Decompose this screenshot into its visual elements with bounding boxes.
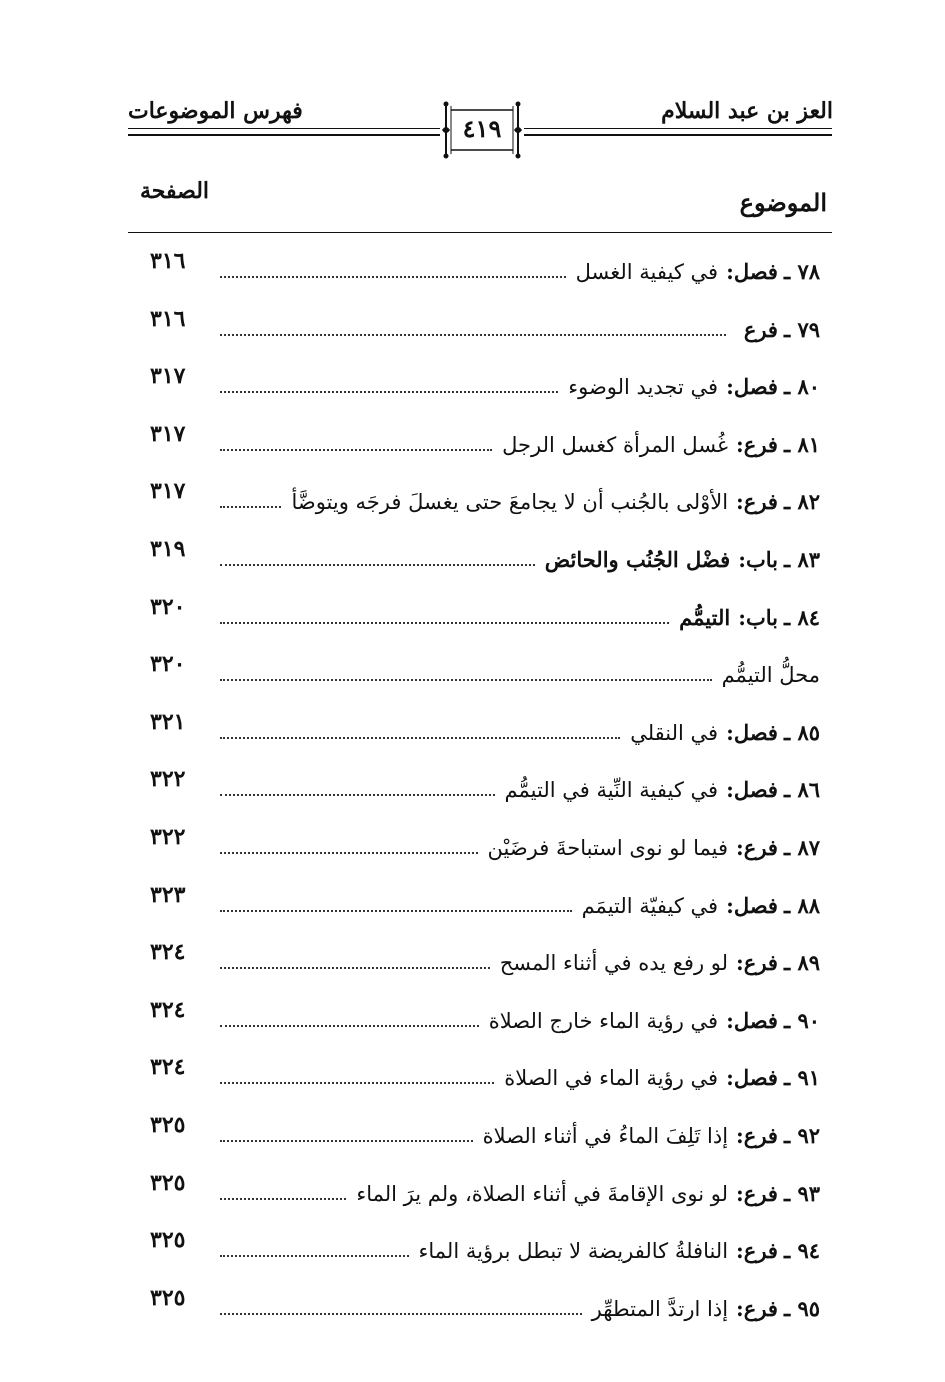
toc-entry-title: في كيفية الغسل xyxy=(575,260,719,284)
toc-entry xyxy=(140,941,830,981)
toc-entry-title: لو رفع يده في أثناء المسح xyxy=(499,951,729,976)
toc-entry-page: ٣٢٤ xyxy=(150,1054,186,1081)
toc-entry-number: ٩٠ ـ xyxy=(783,1007,820,1033)
toc-entry-line xyxy=(220,538,820,572)
dot-leader xyxy=(220,679,712,681)
toc-entry-title: التيمُّم xyxy=(679,604,731,630)
toc-entry-page: ٣١٩ xyxy=(150,536,186,562)
toc-entry-line xyxy=(220,768,820,802)
dot-leader xyxy=(220,622,669,624)
toc-entry-number: ٨٢ ـ xyxy=(783,489,820,515)
toc-entry xyxy=(140,1056,830,1096)
toc-entry-kind: فرع xyxy=(743,316,778,342)
toc-entry-number: ٨٠ ـ xyxy=(783,374,820,400)
toc-entry-line xyxy=(220,1172,820,1206)
toc-entry-line xyxy=(220,596,820,630)
toc-entry-kind: فصل: xyxy=(726,892,778,918)
toc-entry-page: ٣٢٢ xyxy=(150,766,186,793)
toc-entry-page: ٣٢٤ xyxy=(150,939,186,966)
toc-entry-number: ٩٤ ـ xyxy=(783,1238,820,1264)
toc-entry-title: في كيفيّة التيمَم xyxy=(581,893,719,918)
toc-entry-title: محلُّ التيمُّم xyxy=(721,663,820,688)
toc-entry-kind: فصل: xyxy=(726,777,778,803)
running-header-section: فهرس الموضوعات xyxy=(128,98,303,124)
dot-leader xyxy=(220,1255,409,1257)
toc-entry-number: ٨٥ ـ xyxy=(783,719,820,745)
dot-leader xyxy=(220,852,478,854)
running-header-author: العز بن عبد السلام xyxy=(661,98,833,124)
toc-entry xyxy=(140,1284,830,1327)
toc-entry-number: ٨١ ـ xyxy=(783,431,820,457)
toc-entry-number: ٨٤ ـ xyxy=(783,604,820,630)
toc-entry xyxy=(140,1229,830,1269)
toc-entry-title: في تجديد الوضوء xyxy=(568,375,719,400)
toc-entry xyxy=(140,538,830,578)
column-heading-subject: الموضوع xyxy=(739,188,827,217)
toc-entry-kind: فرع: xyxy=(736,950,778,976)
toc-entry-number: ٧٨ ـ xyxy=(783,259,820,284)
toc-entry-line xyxy=(220,884,820,918)
toc-entry-title: إذا تَلِفَ الماءُ في أثناء الصلاة xyxy=(482,1124,729,1148)
toc-entry-title: في النقلي xyxy=(630,720,719,745)
toc-entry-line xyxy=(220,1229,820,1263)
toc-entry-page: ٣٢٠ xyxy=(150,651,186,678)
toc-entry-number: ٨٨ ـ xyxy=(783,892,820,918)
toc-entry-number: ٨٩ ـ xyxy=(783,950,820,976)
toc-entry-title: الأوْلى بالجُنب أن لا يجامعَ حتى يغسلَ فرجَه ويتوضَّأ xyxy=(291,490,729,515)
toc-entry-page: ٣٢٣ xyxy=(150,881,186,908)
dot-leader xyxy=(220,1025,479,1027)
toc-entry-page: ٣١٧ xyxy=(150,478,186,505)
toc-entry-line xyxy=(220,308,820,342)
toc-entry xyxy=(140,593,830,636)
toc-entry-kind: فرع: xyxy=(736,431,778,457)
toc-entry-kind: فصل: xyxy=(726,1007,778,1033)
toc-entry-kind: فصل: xyxy=(726,719,778,745)
toc-entry-line xyxy=(220,1287,820,1321)
dot-leader xyxy=(220,1140,473,1142)
toc-entry-page: ٣٢٠ xyxy=(150,593,186,620)
toc-entry xyxy=(140,305,830,348)
toc-entry-page: ٣١٧ xyxy=(150,420,186,447)
toc-entry-title: في كيفية النِّية في التيمُّم xyxy=(504,778,719,803)
toc-entry xyxy=(140,1114,830,1154)
toc-entry xyxy=(140,996,830,1039)
dot-leader xyxy=(220,564,535,566)
toc-entry-number: ٧٩ ـ xyxy=(783,316,820,342)
dot-leader xyxy=(220,1082,494,1084)
toc-entry-title: غُسل المرأة كغسل الرجل xyxy=(502,432,729,457)
dot-leader xyxy=(220,794,495,796)
toc-entry-page: ٣١٦ xyxy=(150,248,186,274)
toc-entry-line xyxy=(220,826,820,860)
dot-leader xyxy=(220,391,558,393)
toc-entry xyxy=(140,250,830,290)
toc-entry-line xyxy=(220,653,820,687)
toc-entry xyxy=(140,365,830,405)
dot-leader xyxy=(220,910,572,912)
toc-entry-kind: فرع: xyxy=(736,835,778,860)
toc-entry-line xyxy=(220,423,820,457)
toc-entry-page: ٣١٧ xyxy=(150,363,186,390)
toc-entry-page: ٣٢٥ xyxy=(150,1112,186,1138)
toc-entry-page: ٣٢٢ xyxy=(150,824,186,850)
toc-entry-kind: فرع: xyxy=(736,489,778,515)
dot-leader xyxy=(220,1313,582,1315)
toc-entry-line xyxy=(220,711,820,745)
toc-entry xyxy=(140,708,830,751)
toc-entry-number: ٩٢ ـ xyxy=(783,1123,820,1148)
toc-entry-number: ٨٦ ـ xyxy=(783,777,820,803)
toc-entry-line xyxy=(220,941,820,975)
dot-leader xyxy=(220,449,492,451)
toc-entry xyxy=(140,826,830,866)
dot-leader xyxy=(220,506,281,508)
toc-entry xyxy=(140,653,830,693)
toc-entry xyxy=(140,480,830,520)
toc-entry-line xyxy=(220,1056,820,1090)
toc-entry-page: ٣٢٤ xyxy=(150,996,186,1023)
toc-entry-title: إذا ارتدَّ المتطهِّر xyxy=(591,1296,729,1321)
toc-entry-kind: فرع: xyxy=(736,1295,778,1321)
toc-entry-title: النافلةُ كالفريضة لا تبطل برؤية الماء xyxy=(418,1239,729,1264)
toc-entry-number: ٩٥ ـ xyxy=(783,1295,820,1321)
dot-leader xyxy=(220,737,620,739)
toc-entry-kind: باب: xyxy=(738,604,778,630)
toc-entry-line xyxy=(220,999,820,1033)
toc-entry-kind: فصل: xyxy=(726,374,778,400)
toc-entry-kind: باب: xyxy=(738,547,778,572)
toc-entry-number: ٨٧ ـ xyxy=(783,835,820,860)
toc-entry-page: ٣١٦ xyxy=(150,305,186,332)
toc-entry-title: في رؤية الماء خارج الصلاة xyxy=(488,1008,719,1033)
toc-entry-line xyxy=(220,365,820,399)
toc-entry-line xyxy=(220,1114,820,1148)
toc-entry-kind: فصل: xyxy=(726,1065,778,1091)
toc-entry xyxy=(140,420,830,463)
toc-entry-number: ٩١ ـ xyxy=(783,1065,820,1091)
column-heading-page: الصفحة xyxy=(140,178,210,204)
toc-entry-kind: فرع: xyxy=(736,1180,778,1206)
toc-entry-number: ٨٣ ـ xyxy=(783,547,820,572)
toc-entry-title: لو نوى الإقامةَ في أثناء الصلاة، ولم يرَ الماء xyxy=(356,1181,729,1206)
toc-entry-title: فضْل الجُنُب والحائض xyxy=(544,547,731,572)
toc-entry xyxy=(140,1169,830,1212)
toc-entry-line xyxy=(220,250,820,284)
dot-leader xyxy=(220,967,490,969)
toc-entry-page: ٣٢٥ xyxy=(150,1169,186,1196)
toc-entry-line xyxy=(220,480,820,514)
dot-leader xyxy=(220,1198,346,1200)
toc-entry-page: ٣٢٥ xyxy=(150,1284,186,1311)
toc-entry-title: في رؤية الماء في الصلاة xyxy=(504,1066,719,1091)
toc-entry xyxy=(140,881,830,924)
toc-entry xyxy=(140,768,830,808)
toc-entry-page: ٣٢٥ xyxy=(150,1227,186,1254)
toc-entry-title: فيما لو نوى استباحةَ فرضَيْن xyxy=(487,836,729,860)
toc-entry-page: ٣٢١ xyxy=(150,708,186,735)
toc-entry-kind: فرع: xyxy=(736,1123,778,1148)
toc-entry-kind: فرع: xyxy=(736,1238,778,1264)
toc-entry-number: ٩٣ ـ xyxy=(783,1180,820,1206)
dot-leader xyxy=(220,276,566,278)
dot-leader xyxy=(220,334,726,336)
toc-entry-kind: فصل: xyxy=(726,259,778,284)
page-number: ٤١٩ xyxy=(462,114,502,143)
